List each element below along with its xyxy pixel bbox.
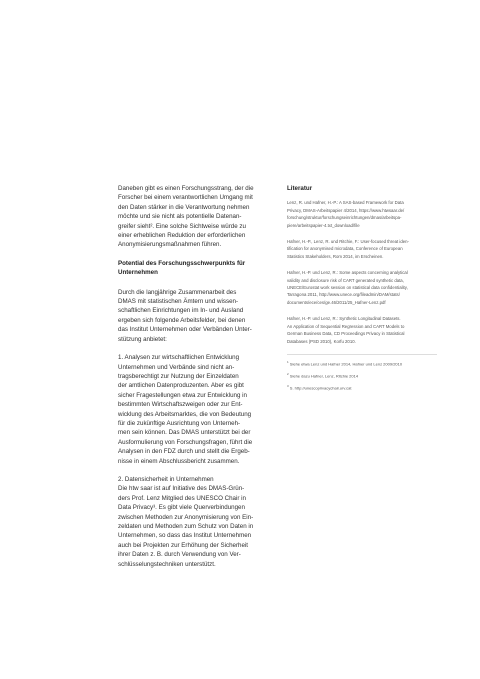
footnote-number: 2 <box>287 371 289 376</box>
text-line: möchte und sie nicht als potentielle Datenan- <box>118 213 242 221</box>
text-line: Unternehmen und Verbände sind nicht an- <box>118 363 235 371</box>
paragraph-economic-analysis <box>118 353 278 466</box>
text-line: Unternehmen, so dass das Institut Unternehmen <box>118 532 252 540</box>
text-line: Forscher bei einem verantwortlichen Umgang mit <box>118 194 253 202</box>
reference-line: Hafner, H.-P. und Lenz, R.: Some aspects concerning analytical <box>287 270 408 276</box>
text-line: einer erheblichen Reduktion der erforderlichen <box>118 232 246 240</box>
reference-line: An Application of Sequential Regression and CART Models to <box>287 323 405 329</box>
paragraph-data-security <box>118 475 278 569</box>
text-line: schlüsselungstechniken unterstützt. <box>118 560 216 568</box>
footnote <box>287 371 437 380</box>
text-line: auch bei Projekten zur Erhöhung der Sicherheit <box>118 541 249 549</box>
reference-line: Lenz, R. und Hafner, H.-P.: A SAS-based Framework for Data <box>287 200 404 206</box>
reference-line: documents/ece/ces/ge.46/2011/25_Hafner-Lenz.pdf <box>287 299 386 305</box>
footnote <box>287 383 437 392</box>
paragraph-collaboration <box>118 288 278 344</box>
text-line: für die zukünftige Ausrichtung von Unterneh- <box>118 419 241 427</box>
reference-line: Statistics Stakeholders, Rom 2014, im Erscheinen. <box>287 253 384 259</box>
footnote-number: 3 <box>287 383 289 388</box>
text-line: tragsberechtigt zur Nutzung der Einzeldaten <box>118 372 239 380</box>
text-line: das Institut Unternehmen oder Verbänden Unter- <box>118 326 252 334</box>
reference-line: validity and disclosure risk of CART generated synthetic data, <box>287 277 404 283</box>
text-line: Ausformulierung von Forschungsfragen, führt die <box>118 438 253 446</box>
text-line: Durch die langjährige Zusammenarbeit des <box>118 288 237 296</box>
text-line: sicher Fragestellungen etwa zur Entwicklung in <box>118 391 247 399</box>
text-line: ergeben sich folgende Arbeitsfelder, bei denen <box>118 316 246 324</box>
literature-column <box>287 184 437 395</box>
text-line: bestimmten Wirtschaftszweigen oder zur Ent- <box>118 401 243 409</box>
paragraph-research-strand <box>118 184 278 250</box>
text-line: ders Prof. Lenz Mitglied des UNESCO Chair in <box>118 494 246 502</box>
reference-line: forschung/struktur/forschungseinrichtungen/dmas/arbeitspa- <box>287 215 402 221</box>
text-line: 1. Analysen zur wirtschaftlichen Entwicklung <box>118 354 240 362</box>
text-line: DMAS mit statistischen Ämtern und wissen- <box>118 298 239 306</box>
reference-line: Tarragona 2011, http://www.unece.org/fileadmin/DAM/stats/ <box>287 292 400 298</box>
reference-entry <box>287 269 437 306</box>
reference-entry <box>287 238 437 260</box>
text-line: stützung anbietet: <box>118 335 167 343</box>
reference-line: tification for anonymised microdata, Conference of European <box>287 246 403 252</box>
text-line: Daneben gibt es einen Forschungsstrang, der die <box>118 185 254 192</box>
text-line: greifer sieht². Eine solche Sichtweise würde zu <box>118 222 246 230</box>
footnote-text: Siehe dazu Hafner, Lenz, Ritchie 2014 <box>288 373 359 379</box>
text-line: Die htw saar ist auf Initiative des DMAS-Grün- <box>118 485 245 493</box>
text-line: nisse in einem Abschlussbericht zusammen. <box>118 457 240 465</box>
reference-entry <box>287 315 437 345</box>
reference-line: piere/arbeitspapier-4.txt_download/file <box>287 222 360 228</box>
footnote-list <box>287 359 437 392</box>
text-line: Analysen in den FDZ durch und stellt die Ergeb- <box>118 448 250 456</box>
text-line: wicklung des Arbeitsmarktes, die von Bedeutung <box>118 410 252 418</box>
footnote-text: S. http://unescoprivacychair.urv.cat <box>288 385 352 391</box>
reference-line: Hafner, H.-P. und Lenz, R.: Synthetic Longitudinal Datasets. <box>287 316 401 322</box>
text-line: Anonymisierungsmaßnahmen führen. <box>118 241 222 249</box>
text-line: den Daten stärker in die Verantwortung nehmen <box>118 203 250 211</box>
text-line: der amtlichen Datenproduzenten. Aber es gibt <box>118 382 244 390</box>
text-line: zwischen Methoden zur Anonymisierung von Ein- <box>118 513 254 521</box>
text-line: Potential des Forschungsschwerpunkts für <box>118 259 246 267</box>
reference-entry <box>287 199 437 229</box>
footnote-divider <box>287 354 437 355</box>
main-text-column <box>118 184 278 578</box>
text-line: 2. Datensicherheit in Unternehmen <box>118 475 214 483</box>
text-line: Unternehmen <box>118 269 158 277</box>
reference-line: German Business Data, CD Proceedings Privacy in Statistical <box>287 331 405 337</box>
literature-heading: Literatur <box>287 185 313 192</box>
text-line: men sein können. Das DMAS unterstützt bei der <box>118 429 251 437</box>
footnote-text: Siehe etwa Lenz und Hafner 2014, Hafner und Lenz 2009/2010 <box>288 361 403 367</box>
reference-list <box>287 199 437 345</box>
footnote <box>287 359 437 368</box>
section-heading <box>118 259 278 278</box>
reference-line: Hafner, H.-P., Lenz, R. und Ritchie, F.: User-focused threat iden- <box>287 239 409 245</box>
text-line: zeldaten und Methoden zum Schutz von Daten in <box>118 523 254 530</box>
reference-line: Privacy, DMAS-Arbeitspapier 4/2014, https://www.htwsaar.de/ <box>287 207 405 213</box>
footnote-number: 1 <box>287 359 289 364</box>
text-line: ihrer Daten z. B. durch Verwendung von Ver- <box>118 551 241 559</box>
text-line: Data Privacy³. Es gibt viele Querverbindungen <box>118 504 245 512</box>
text-line: schaftlichen Einrichtungen im In- und Ausland <box>118 307 244 315</box>
reference-line: Databases (PSD 2010), Korfu 2010. <box>287 338 356 344</box>
reference-line: UNECE/Eurostat work session on statistical data confidentiality, <box>287 285 408 291</box>
